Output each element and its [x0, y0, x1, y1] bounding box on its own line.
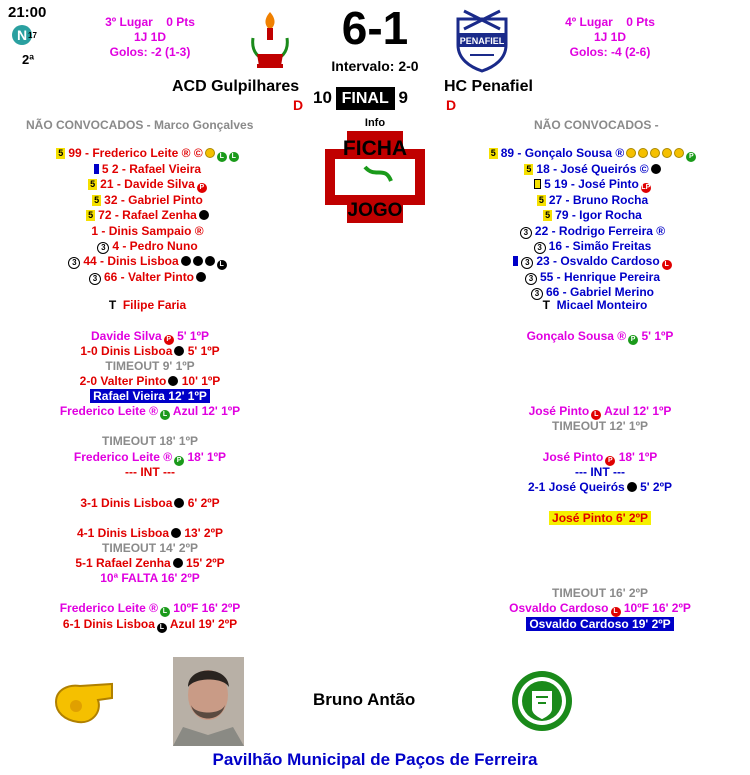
home-form: D: [293, 97, 304, 113]
event-row: 4-1 Dinis Lisboa 13' 2ºP: [77, 526, 223, 540]
event-marker-icon: [627, 482, 637, 492]
svg-text:17: 17: [28, 31, 37, 40]
player-name: 55 - Henrique Pereira: [539, 270, 661, 285]
info-label[interactable]: Info: [364, 117, 386, 129]
away-standing: 4º Lugar 0 Pts 1J 1D Golos: -4 (2-6): [565, 15, 655, 59]
event-row: 5-1 Rafael Zenha 15' 2ºP: [75, 556, 225, 570]
event-marker-icon: L: [160, 607, 170, 617]
event-row: TIMEOUT 9' 1ºP: [105, 359, 195, 373]
player-name: 79 - Igor Rocha: [555, 208, 642, 223]
line-number-badge: 5: [90, 179, 96, 190]
player-name: 5 19 - José Pinto: [544, 177, 639, 192]
circle-3-icon: 3: [520, 227, 532, 239]
event-marker-icon: [173, 558, 183, 568]
event-marker-icon: [171, 528, 181, 538]
event-row: 10ª FALTA 16' 2ºP: [100, 571, 200, 585]
away-not-called: NÃO CONVOCADOS -: [534, 118, 659, 132]
player-name: 23 - Osvaldo Cardoso: [536, 254, 660, 269]
whistle-icon: [50, 678, 120, 728]
player-name: 5 2 - Rafael Vieira: [101, 162, 202, 176]
player-name: 89 - Gonçalo Sousa ®: [500, 146, 625, 160]
ficha-jogo-logo[interactable]: [325, 131, 425, 223]
away-team-name[interactable]: HC Penafiel: [444, 78, 533, 95]
event-marker-icon: [174, 346, 184, 356]
event-marker-icon: P: [164, 335, 174, 345]
event-row: TIMEOUT 12' 1ºP: [552, 419, 648, 433]
player-name: 16 - Simão Freitas: [548, 238, 652, 253]
line-number-badge: 5: [538, 195, 544, 206]
home-standing: 3º Lugar 0 Pts 1J 1D Golos: -2 (1-3): [105, 15, 195, 59]
away-events: [450, 0, 750, 775]
home-coach: T Filipe Faria: [108, 298, 187, 312]
event-marker-icon: [174, 498, 184, 508]
event-row: 3-1 Dinis Lisboa 6' 2ºP: [80, 496, 220, 510]
player-name: 22 - Rodrigo Ferreira ®: [534, 223, 666, 238]
svg-text:N: N: [17, 27, 28, 43]
event-marker-icon: L: [662, 260, 672, 270]
event-row: --- INT ---: [125, 465, 175, 479]
event-row: 1-0 Dinis Lisboa 5' 1ºP: [80, 344, 220, 358]
event-marker-icon: L: [157, 623, 167, 633]
away-coach: T Micael Monteiro: [542, 298, 648, 312]
line-number-badge: 5: [94, 195, 100, 206]
event-marker-icon: L: [591, 410, 601, 420]
event-marker-icon: L: [611, 607, 621, 617]
event-marker-icon: L: [229, 152, 239, 162]
home-fouls: 10: [313, 88, 332, 107]
line-number-badge: 5: [545, 210, 551, 221]
event-marker-icon: P: [197, 183, 207, 193]
event-marker-icon: L: [217, 152, 227, 162]
event-row: José Pinto L Azul 12' 1ºP: [528, 404, 672, 418]
event-row: Davide Silva P 5' 1ºP: [91, 329, 209, 343]
player-name: 66 - Gabriel Merino: [545, 285, 655, 300]
fouls-status-row: [313, 88, 408, 109]
line-number-badge: 5: [490, 148, 496, 158]
circle-3-icon: 3: [521, 257, 533, 269]
event-row: Frederico Leite ® L Azul 12' 1ºP: [59, 404, 241, 418]
match-status-badge: FINAL: [337, 88, 394, 109]
svg-text:FICHA: FICHA: [342, 137, 408, 160]
match-time: 21:00: [8, 4, 47, 21]
event-row: Frederico Leite ® L 10ºF 16' 2ºP: [59, 601, 241, 615]
line-number-badge: 5: [88, 210, 94, 221]
circle-3-icon: 3: [531, 288, 543, 300]
event-row: TIMEOUT 18' 1ºP: [102, 434, 198, 448]
halftime-score: Intervalo: 2-0: [331, 58, 419, 74]
event-row: José Pinto P 18' 1ºP: [542, 450, 658, 464]
event-row: Rafael Vieira 12' 1ºP: [0, 389, 300, 404]
player-name: 1 - Dinis Sampaio ®: [91, 223, 204, 238]
player-name: 66 - Valter Pinto: [103, 270, 195, 285]
event-marker-icon: [168, 376, 178, 386]
event-marker-icon: P: [605, 456, 615, 466]
final-score: 6-1: [341, 2, 409, 54]
event-row: José Pinto 6' 2ºP: [450, 511, 750, 526]
event-marker-icon: P: [174, 456, 184, 466]
event-row: 6-1 Dinis Lisboa L Azul 19' 2ºP: [62, 617, 238, 631]
event-row: TIMEOUT 16' 2ºP: [552, 586, 648, 600]
event-row: Osvaldo Cardoso L 10ºF 16' 2ºP: [509, 601, 691, 615]
circle-3-icon: 3: [89, 273, 101, 285]
circle-3-icon: 3: [534, 242, 546, 254]
event-row: 2-0 Valter Pinto 10' 1ºP: [79, 374, 221, 388]
event-row: 2-1 José Queirós 5' 2ºP: [528, 480, 672, 494]
away-fouls: 9: [398, 88, 408, 107]
home-team-name[interactable]: ACD Gulpilhares: [172, 78, 300, 95]
player-name: 44 - Dinis Lisboa: [83, 254, 179, 269]
event-marker-icon: LP: [641, 184, 651, 192]
line-number-badge: 5: [58, 148, 64, 158]
event-marker-icon: L: [160, 410, 170, 420]
event-row: --- INT ---: [575, 465, 625, 479]
venue-name[interactable]: Pavilhão Municipal de Paços de Ferreira: [212, 750, 538, 769]
event-marker-icon: P: [628, 335, 638, 345]
home-events: [0, 0, 300, 775]
player-name: 18 - José Queirós ©: [536, 162, 649, 176]
association-logo-icon: [510, 669, 574, 733]
away-form: D: [446, 97, 457, 113]
event-row: Osvaldo Cardoso 19' 2ºP: [450, 617, 750, 632]
circle-3-icon: 3: [68, 257, 80, 269]
line-number-badge: 5: [526, 164, 532, 174]
circle-3-icon: 3: [97, 242, 109, 254]
player-name: 21 - Davide Silva: [100, 177, 195, 192]
svg-text:PENAFIEL: PENAFIEL: [459, 36, 505, 46]
svg-text:JOGO: JOGO: [347, 200, 403, 221]
referee-photo: [173, 657, 244, 746]
circle-3-icon: 3: [525, 273, 537, 285]
player-name: 27 - Bruno Rocha: [548, 193, 649, 208]
event-row: TIMEOUT 14' 2ºP: [102, 541, 198, 555]
event-marker-icon: P: [686, 152, 696, 162]
event-marker-icon: L: [217, 260, 227, 270]
round-number: 2ª: [22, 52, 35, 67]
referee-name: Bruno Antão: [313, 690, 416, 709]
event-row: Gonçalo Sousa ® P 5' 1ºP: [526, 329, 674, 343]
player-name: 99 - Frederico Leite ® ©: [68, 146, 203, 160]
player-name: 4 - Pedro Nuno: [112, 238, 198, 253]
player-name: 72 - Rafael Zenha: [98, 208, 197, 223]
home-not-called: NÃO CONVOCADOS - Marco Gonçalves: [26, 118, 254, 132]
event-row: Frederico Leite ® P 18' 1ºP: [73, 450, 227, 464]
player-name: 32 - Gabriel Pinto: [104, 193, 203, 208]
